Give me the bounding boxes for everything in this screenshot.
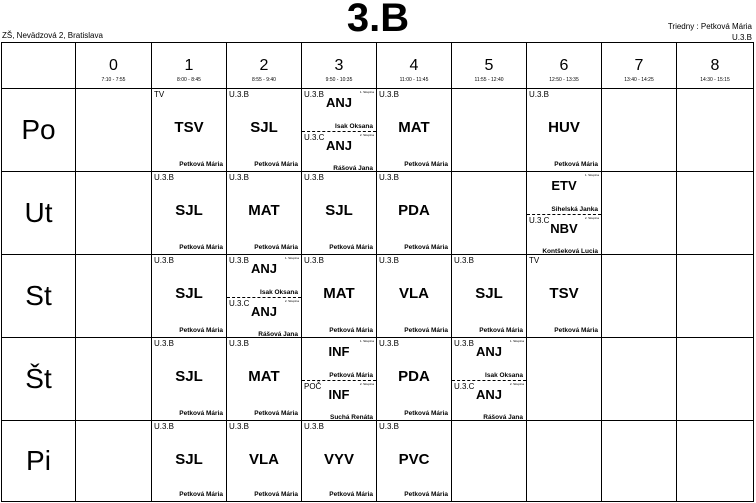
lesson-cell[interactable] — [527, 255, 602, 338]
lesson-cell[interactable] — [377, 255, 452, 338]
lesson-cell[interactable] — [152, 338, 227, 421]
lesson-entry[interactable] — [302, 380, 376, 423]
lesson-cell[interactable] — [377, 338, 452, 421]
lesson-cell — [602, 172, 677, 255]
room-label: U.3.B — [379, 339, 400, 348]
grid-corner — [1, 42, 76, 89]
subject-label: ANJ — [250, 303, 277, 319]
period-time: 8:55 - 9:40 — [252, 77, 276, 83]
subject-label: VYV — [323, 451, 354, 468]
group-label: 1. Skupina — [509, 339, 524, 343]
room-label: U.3.B — [229, 173, 250, 182]
lesson-cell — [452, 89, 527, 172]
lesson-entry[interactable] — [452, 338, 526, 380]
subject-label: PDA — [398, 368, 430, 385]
lesson-cell[interactable] — [227, 172, 302, 255]
lesson-cell[interactable] — [302, 338, 377, 421]
subject-label: INF — [328, 386, 350, 402]
room-label: U.3.B — [529, 90, 550, 99]
group-label: 2. Skupina — [509, 381, 524, 386]
lesson-cell[interactable] — [152, 255, 227, 338]
subject-label: ANJ — [325, 137, 352, 153]
lesson-entry[interactable] — [227, 421, 301, 502]
lesson-entry[interactable] — [152, 255, 226, 338]
room-label: U.3.B — [154, 339, 175, 348]
class-teacher-info — [668, 21, 752, 43]
teacher-name: Petková Mária — [254, 491, 298, 498]
period-time: 12:50 - 13:35 — [549, 77, 579, 83]
room-label: U.3.B — [454, 256, 475, 265]
lesson-cell[interactable] — [377, 172, 452, 255]
period-number: 4 — [409, 57, 419, 74]
lesson-cell — [76, 89, 152, 172]
subject-label: PVC — [398, 451, 430, 468]
subject-label: SJL — [475, 285, 503, 302]
period-number: 3 — [334, 57, 344, 74]
lesson-cell — [76, 338, 152, 421]
lesson-cell[interactable] — [527, 89, 602, 172]
lesson-cell[interactable] — [302, 89, 377, 172]
room-label: U.3.C — [529, 215, 550, 225]
lesson-entry[interactable] — [227, 255, 301, 297]
period-time: 8:00 - 8:45 — [177, 77, 201, 83]
period-header — [302, 42, 377, 89]
subject-label: SJL — [175, 285, 203, 302]
lesson-cell[interactable] — [452, 255, 527, 338]
period-header — [452, 42, 527, 89]
day-label: Po — [1, 89, 76, 172]
class-teacher-label: Triedny : Petková Mária — [667, 22, 752, 31]
school-address: ZŠ, Nevädzová 2, Bratislava — [2, 31, 103, 40]
period-time: 11:00 - 11:45 — [399, 77, 429, 83]
lesson-cell[interactable] — [302, 172, 377, 255]
teacher-name: Petková Mária — [404, 244, 448, 251]
room-label: U.3.B — [304, 256, 325, 265]
period-header — [677, 42, 754, 89]
period-time: 7:10 - 7:55 — [101, 77, 126, 83]
lesson-cell[interactable] — [377, 421, 452, 502]
lesson-cell — [602, 421, 677, 502]
subject-label: SJL — [175, 368, 203, 385]
room-label: U.3.B — [304, 422, 325, 431]
lesson-cell[interactable] — [152, 172, 227, 255]
lesson-entry[interactable] — [152, 89, 226, 172]
period-time: 11:55 - 12:40 — [474, 77, 504, 83]
teacher-name: Petková Mária — [329, 491, 373, 498]
lesson-cell[interactable] — [152, 89, 227, 172]
lesson-entry[interactable] — [302, 338, 376, 380]
period-number: 6 — [559, 57, 569, 74]
subject-label: SJL — [175, 451, 203, 468]
lesson-entry[interactable] — [227, 297, 301, 340]
subject-label: TSV — [549, 285, 579, 302]
teacher-name: Isak Oksana — [260, 288, 298, 296]
teacher-name: Petková Mária — [404, 491, 448, 498]
lesson-cell — [677, 338, 754, 421]
teacher-name: Rášová Jana — [258, 331, 298, 338]
lesson-entry[interactable] — [527, 214, 601, 257]
teacher-name: Petková Mária — [329, 371, 373, 379]
teacher-name: Petková Mária — [179, 410, 223, 417]
period-number: 2 — [259, 57, 269, 74]
subject-label: ANJ — [325, 95, 352, 110]
lesson-cell — [602, 89, 677, 172]
lesson-cell — [677, 172, 754, 255]
day-label: Ut — [1, 172, 76, 255]
period-header — [527, 42, 602, 89]
subject-label: MAT — [248, 368, 280, 385]
room-label: U.3.B — [154, 256, 175, 265]
room-label: U.3.C — [454, 381, 475, 391]
lesson-entry[interactable] — [302, 89, 376, 131]
teacher-name: Petková Mária — [479, 327, 523, 334]
teacher-name: Kontšeková Lucia — [542, 248, 598, 255]
period-time: 9:50 - 10:35 — [325, 77, 353, 83]
room-label: U.3.B — [154, 173, 175, 182]
day-label: Pi — [1, 421, 76, 502]
teacher-name: Petková Mária — [254, 244, 298, 251]
subject-label: INF — [328, 344, 350, 359]
subject-label: SJL — [325, 202, 353, 219]
subject-label: VLA — [249, 451, 279, 468]
lesson-entry[interactable] — [377, 255, 451, 338]
teacher-name: Isak Oksana — [335, 122, 373, 130]
period-header — [152, 42, 227, 89]
lesson-entry[interactable] — [452, 380, 526, 423]
page-title: 3.B — [346, 0, 410, 40]
period-header — [76, 42, 152, 89]
subject-label: HUV — [548, 119, 580, 136]
lesson-cell[interactable] — [302, 255, 377, 338]
teacher-name: Suchá Renáta — [330, 414, 373, 421]
day-label: Št — [1, 338, 76, 421]
teacher-name: Petková Mária — [179, 244, 223, 251]
subject-label: ETV — [551, 178, 577, 193]
room-label: U.3.B — [379, 422, 400, 431]
teacher-name: Rášová Jana — [333, 165, 373, 172]
lesson-cell — [677, 421, 754, 502]
lesson-cell — [527, 421, 602, 502]
teacher-name: Petková Mária — [179, 327, 223, 334]
group-label: 2. Skupina — [359, 132, 374, 137]
teacher-name: Isak Oksana — [485, 371, 523, 379]
teacher-name: Petková Mária — [554, 327, 598, 334]
period-number: 8 — [710, 57, 720, 74]
lesson-cell[interactable] — [227, 89, 302, 172]
lesson-cell — [677, 89, 754, 172]
room-label: U.3.B — [379, 173, 400, 182]
teacher-name: Petková Mária — [554, 161, 598, 168]
lesson-entry[interactable] — [302, 255, 376, 338]
lesson-entry[interactable] — [527, 172, 601, 214]
teacher-name: Petková Mária — [179, 161, 223, 168]
room-label: U.3.B — [304, 173, 325, 182]
period-header — [602, 42, 677, 89]
lesson-cell — [76, 172, 152, 255]
lesson-entry[interactable] — [452, 255, 526, 338]
lesson-cell[interactable] — [227, 255, 302, 338]
lesson-cell[interactable] — [227, 338, 302, 421]
lesson-entry[interactable] — [377, 338, 451, 421]
teacher-name: Petková Mária — [254, 410, 298, 417]
lesson-cell — [677, 255, 754, 338]
lesson-entry[interactable] — [227, 89, 301, 172]
lesson-cell[interactable] — [227, 421, 302, 502]
period-time: 14:30 - 15:15 — [700, 77, 730, 83]
subject-label: VLA — [399, 285, 429, 302]
period-number: 1 — [184, 57, 194, 74]
subject-label: MAT — [248, 202, 280, 219]
subject-label: PDA — [398, 202, 430, 219]
room-label: U.3.B — [229, 339, 250, 348]
lesson-entry[interactable] — [302, 172, 376, 255]
lesson-entry[interactable] — [527, 89, 601, 172]
period-time: 13:40 - 14:25 — [624, 77, 654, 83]
period-header — [227, 42, 302, 89]
lesson-cell — [452, 421, 527, 502]
lesson-entry[interactable] — [152, 172, 226, 255]
lesson-entry[interactable] — [227, 338, 301, 421]
subject-label: ANJ — [475, 344, 502, 359]
group-label: 1. Skupina — [359, 90, 374, 94]
group-label: 2. Skupina — [584, 215, 599, 220]
subject-label: ANJ — [250, 261, 277, 276]
lesson-cell[interactable] — [152, 421, 227, 502]
teacher-name: Petková Mária — [329, 244, 373, 251]
room-label: U.3.C — [304, 132, 325, 142]
room-label: U.3.B — [379, 90, 400, 99]
timetable-grid — [1, 42, 754, 502]
room-label: U.3.B — [154, 422, 175, 431]
teacher-name: Petková Mária — [404, 161, 448, 168]
teacher-name: Petková Mária — [329, 327, 373, 334]
group-label: 1. Skupina — [359, 339, 374, 343]
period-number: 5 — [484, 57, 494, 74]
lesson-entry[interactable] — [152, 338, 226, 421]
lesson-cell — [602, 255, 677, 338]
subject-label: ANJ — [475, 386, 502, 402]
teacher-name: Rášová Jana — [483, 414, 523, 421]
subject-label: NBV — [550, 220, 578, 236]
room-label: U.3.B — [454, 339, 475, 348]
lesson-entry[interactable] — [377, 89, 451, 172]
room-label: U.3.B — [379, 256, 400, 265]
lesson-entry[interactable] — [152, 421, 226, 502]
lesson-cell — [602, 338, 677, 421]
period-number: 7 — [634, 57, 644, 74]
lesson-cell[interactable] — [302, 421, 377, 502]
subject-label: SJL — [250, 119, 278, 136]
lesson-entry[interactable] — [302, 131, 376, 174]
lesson-cell[interactable] — [452, 338, 527, 421]
period-number: 0 — [109, 57, 118, 74]
room-label: U.3.B — [304, 90, 325, 99]
lesson-cell — [76, 421, 152, 502]
lesson-cell[interactable] — [377, 89, 452, 172]
room-label: U.3.C — [229, 298, 250, 308]
room-label: TV — [529, 256, 540, 265]
lesson-entry[interactable] — [377, 421, 451, 502]
group-label: 2. Skupina — [284, 298, 299, 303]
group-label: 2. Skupina — [359, 381, 374, 386]
subject-label: TSV — [174, 119, 204, 136]
group-label: 1. Skupina — [584, 173, 599, 177]
group-label: 1. Skupina — [284, 256, 299, 260]
lesson-cell — [76, 255, 152, 338]
day-label: St — [1, 255, 76, 338]
lesson-cell[interactable] — [527, 172, 602, 255]
subject-label: MAT — [398, 119, 430, 136]
lesson-entry[interactable] — [527, 255, 601, 338]
teacher-name: Petková Mária — [179, 491, 223, 498]
period-header — [377, 42, 452, 89]
room-label: U.3.B — [229, 422, 250, 431]
room-label: TV — [154, 90, 165, 99]
teacher-name: Sihelská Janka — [551, 205, 598, 213]
lesson-entry[interactable] — [302, 421, 376, 502]
room-label: U.3.B — [229, 256, 250, 265]
lesson-cell — [527, 338, 602, 421]
room-label: U.3.B — [229, 90, 250, 99]
room-label: POČ — [304, 381, 322, 391]
lesson-entry[interactable] — [227, 172, 301, 255]
teacher-name: Petková Mária — [404, 327, 448, 334]
subject-label: MAT — [323, 285, 355, 302]
subject-label: SJL — [175, 202, 203, 219]
teacher-name: Petková Mária — [404, 410, 448, 417]
lesson-entry[interactable] — [377, 172, 451, 255]
teacher-name: Petková Mária — [254, 161, 298, 168]
lesson-cell — [452, 172, 527, 255]
class-room-label: U.3.B — [731, 33, 752, 42]
